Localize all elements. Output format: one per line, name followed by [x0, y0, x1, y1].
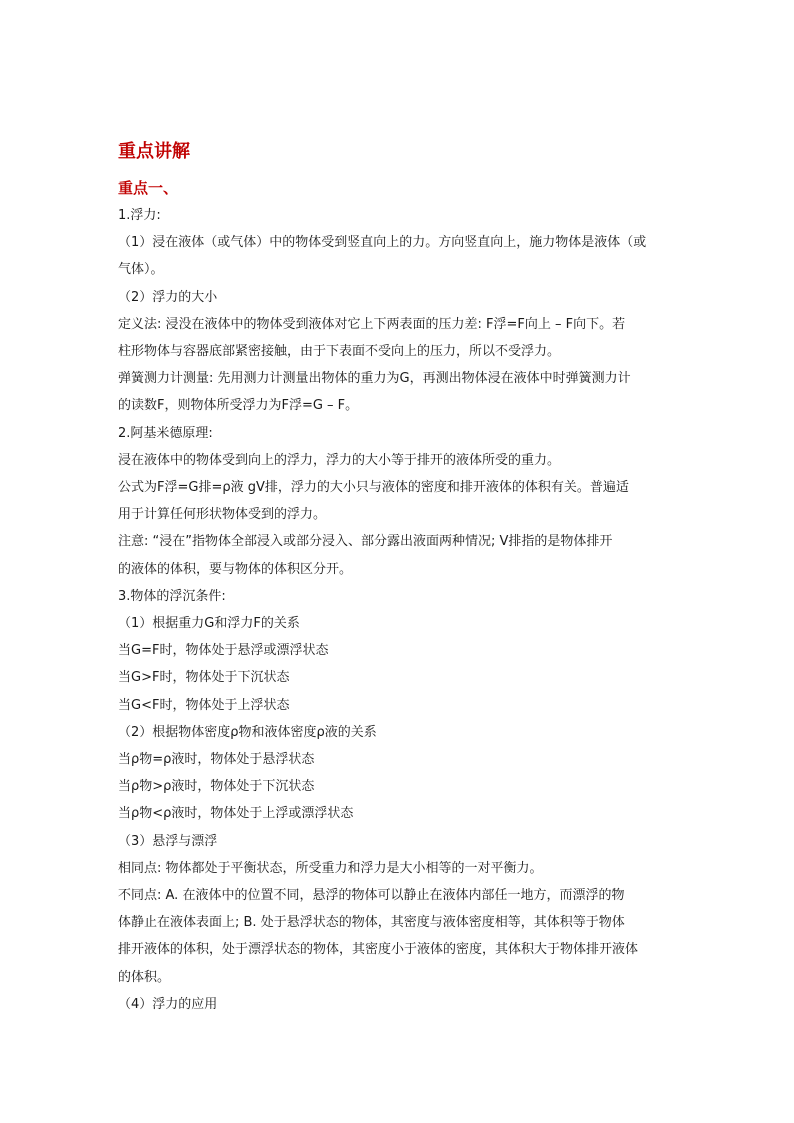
page-title: 重点讲解: [118, 141, 190, 162]
text-line: 公式为F浮=G排=ρ液 gV排，浮力的大小只与液体的密度和排开液体的体积有关。普遍适: [118, 480, 629, 496]
text-line: （1）根据重力G和浮力F的关系: [118, 616, 300, 632]
text-line: 当G>F时，物体处于下沉状态: [118, 670, 290, 686]
text-line: 3.物体的浮沉条件:: [118, 588, 226, 604]
text-line: （1）浸在液体（或气体）中的物体受到竖直向上的力。方向竖直向上，施力物体是液体（或: [118, 235, 647, 251]
text-line: 当ρ物<ρ液时，物体处于上浮或漂浮状态: [118, 806, 354, 822]
text-line: 注意: “浸在”指物体全部浸入或部分浸入、部分露出液面两种情况; V排指的是物体排开: [118, 534, 613, 550]
text-line: 的体积。: [118, 969, 171, 985]
text-line: 1.浮力:: [118, 208, 161, 223]
text-line: （4）浮力的应用: [118, 996, 218, 1012]
text-line: 不同点: A. 在液体中的位置不同，悬浮的物体可以静止在液体内部任一地方，而漂浮的物: [118, 888, 625, 904]
document-page: [118, 138, 678, 1018]
body-text: [118, 202, 678, 1018]
text-line: 当ρ物>ρ液时，物体处于下沉状态: [118, 779, 315, 795]
text-line: 弹簧测力计测量: 先用测力计测量出物体的重力为G，再测出物体浸在液体中时弹簧测力计: [118, 371, 631, 387]
text-line: （3）悬浮与漂浮: [118, 833, 218, 849]
text-line: 用于计算任何形状物体受到的浮力。: [118, 507, 327, 523]
text-line: 2.阿基米德原理:: [118, 425, 213, 441]
text-line: 相同点: 物体都处于平衡状态，所受重力和浮力是大小相等的一对平衡力。: [118, 860, 543, 876]
text-line: 的液体的体积，要与物体的体积区分开。: [118, 561, 353, 577]
text-line: （2）根据物体密度ρ物和液体密度ρ液的关系: [118, 724, 377, 740]
text-line: 当ρ物=ρ液时，物体处于悬浮状态: [118, 752, 315, 768]
text-line: 浸在液体中的物体受到向上的浮力，浮力的大小等于排开的液体所受的重力。: [118, 452, 561, 468]
text-line: 气体）。: [118, 262, 164, 278]
text-line: 柱形物体与容器底部紧密接触，由于下表面不受向上的压力，所以不受浮力。: [118, 344, 561, 360]
text-line: （2）浮力的大小: [118, 289, 218, 305]
text-line: 当G<F时，物体处于上浮状态: [118, 697, 290, 713]
section-heading: 重点一、: [118, 179, 179, 197]
text-line: 定义法: 浸没在液体中的物体受到液体对它上下两表面的压力差: F浮=F向上 – F向下。若: [118, 316, 626, 332]
text-line: 体静止在液体表面上; B. 处于悬浮状态的物体，其密度与液体密度相等，其体积等于物体: [118, 915, 625, 931]
text-line: 当G=F时，物体处于悬浮或漂浮状态: [118, 643, 329, 659]
text-line: 的读数F，则物体所受浮力为F浮=G – F。: [118, 398, 359, 414]
text-line: 排开液体的体积，处于漂浮状态的物体，其密度小于液体的密度，其体积大于物体排开液体: [118, 942, 639, 958]
